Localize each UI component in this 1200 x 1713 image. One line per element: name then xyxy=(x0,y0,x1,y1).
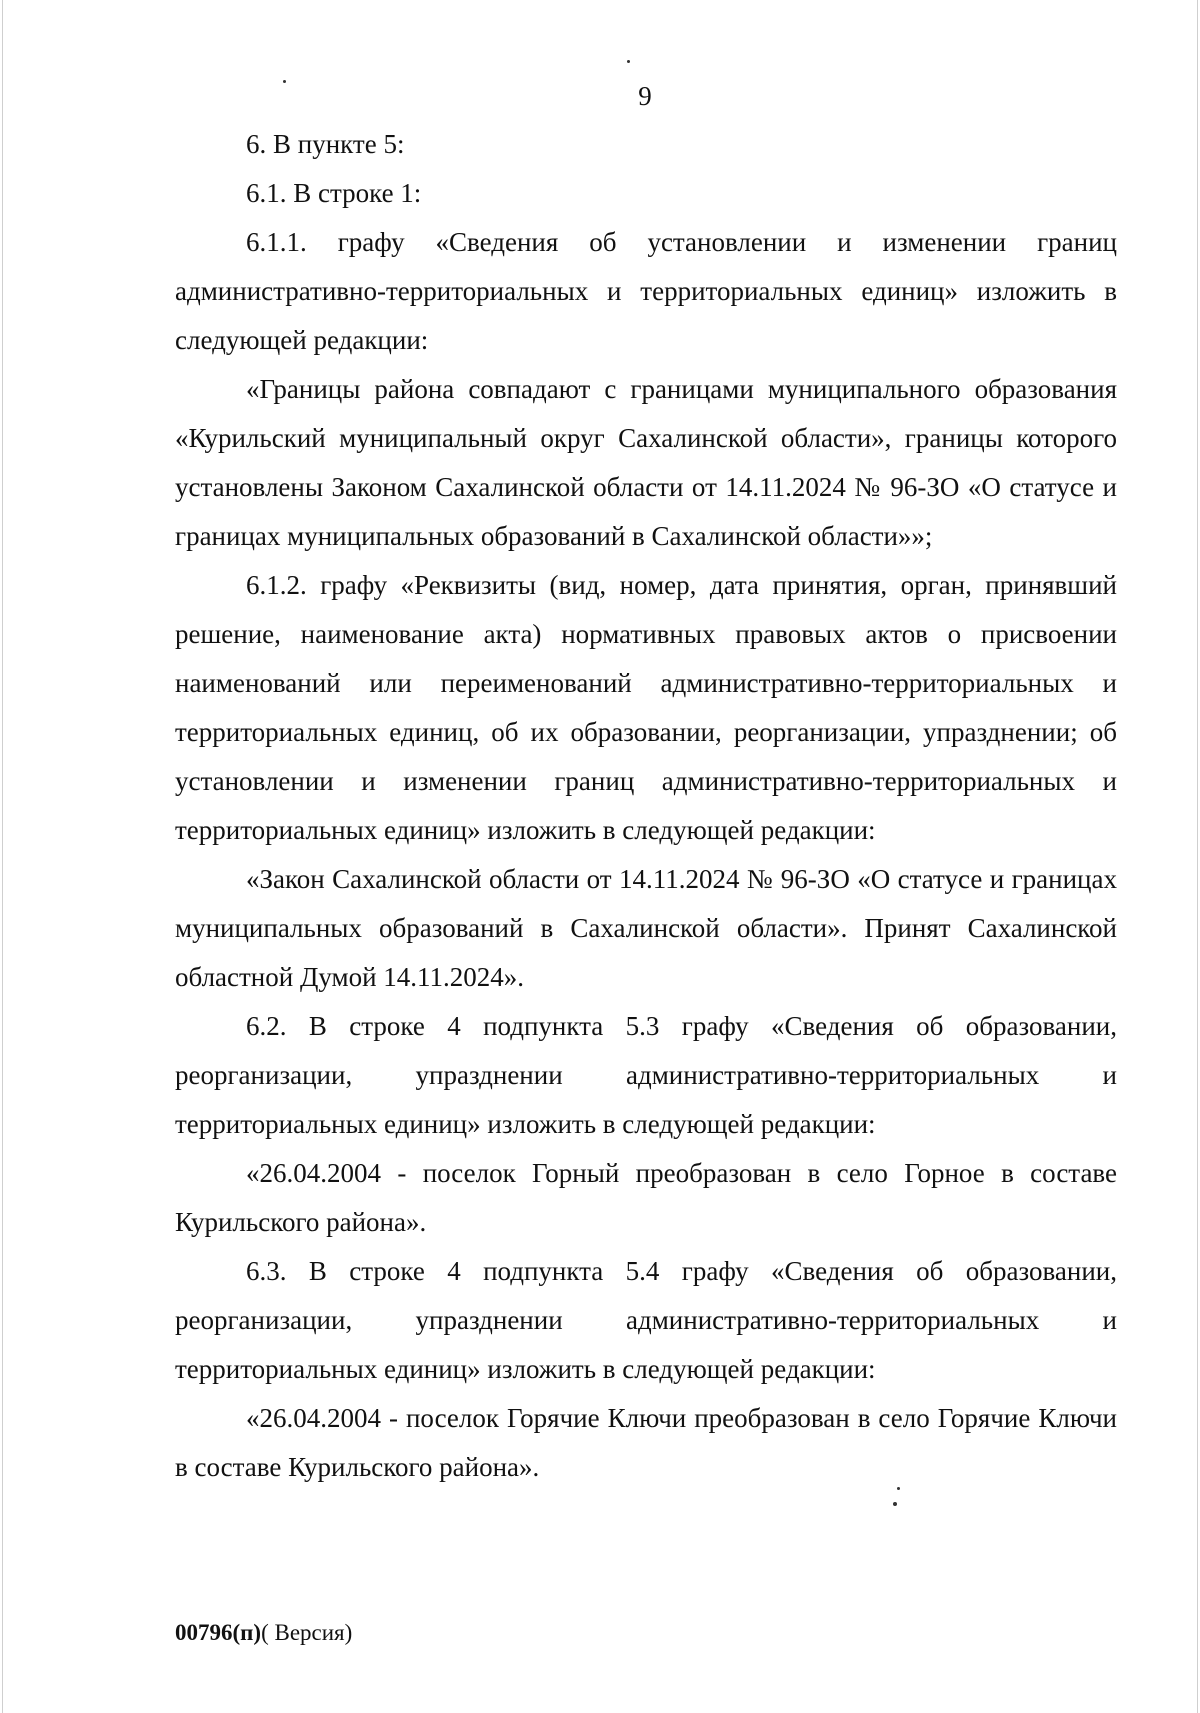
paragraph-6-1: 6.1. В строке 1: xyxy=(246,178,422,208)
scan-speck xyxy=(627,60,630,63)
document-version: ( Версия) xyxy=(261,1620,353,1645)
paragraph-6-1-2-quote: «Закон Сахалинской области от 14.11.2024 № 96-ЗО «О статусе и границах муниципальных образований в Сахалинской области». Принят Сахалинской областной Думой 14.11.2024». xyxy=(175,864,1117,992)
scan-edge-right xyxy=(1197,0,1198,1713)
document-footer xyxy=(175,1618,352,1648)
paragraph-6-1-1: 6.1.1. графу «Сведения об установлении и изменении границ административно-территориальных и территориальных единиц» изложить в следующей редакции: xyxy=(175,227,1117,355)
paragraph-6-2-quote: «26.04.2004 - поселок Горный преобразован в село Горное в составе Курильского района». xyxy=(175,1158,1117,1237)
paragraph-6-3-quote: «26.04.2004 - поселок Горячие Ключи преобразован в село Горячие Ключи в составе Курильского района». xyxy=(175,1403,1117,1482)
paragraph-6: 6. В пункте 5: xyxy=(246,129,405,159)
document-body xyxy=(175,120,1117,1492)
paragraph-6-1-1-quote: «Границы района совпадают с границами муниципального образования «Курильский муниципальный округ Сахалинской области», границы которого установлены Законом Сахалинской области от 14.11.2024 № 96-ЗО «О статусе и границах муниципальных образований в Сахалинской области»»; xyxy=(175,374,1117,551)
paragraph-6-1-2: 6.1.2. графу «Реквизиты (вид, номер, дата принятия, орган, принявший решение, наименование акта) нормативных правовых актов о присвоении наименований или переименований административно-территориальных и территориальных единиц, об их образовании, реорганизации, упразднении; об установлении и изменении границ административно-территориальных и территориальных единиц» изложить в следующей редакции: xyxy=(175,570,1117,845)
scan-edge-left xyxy=(2,0,3,1713)
paragraph-6-3: 6.3. В строке 4 подпункта 5.4 графу «Сведения об образовании, реорганизации, упразднении административно-территориальных и территориальных единиц» изложить в следующей редакции: xyxy=(175,1256,1117,1384)
paragraph-6-2: 6.2. В строке 4 подпункта 5.3 графу «Сведения об образовании, реорганизации, упразднении административно-территориальных и территориальных единиц» изложить в следующей редакции: xyxy=(175,1011,1117,1139)
scan-speck xyxy=(893,1502,897,1506)
document-code: 00796(п) xyxy=(175,1620,262,1645)
page-number: 9 xyxy=(638,81,652,111)
